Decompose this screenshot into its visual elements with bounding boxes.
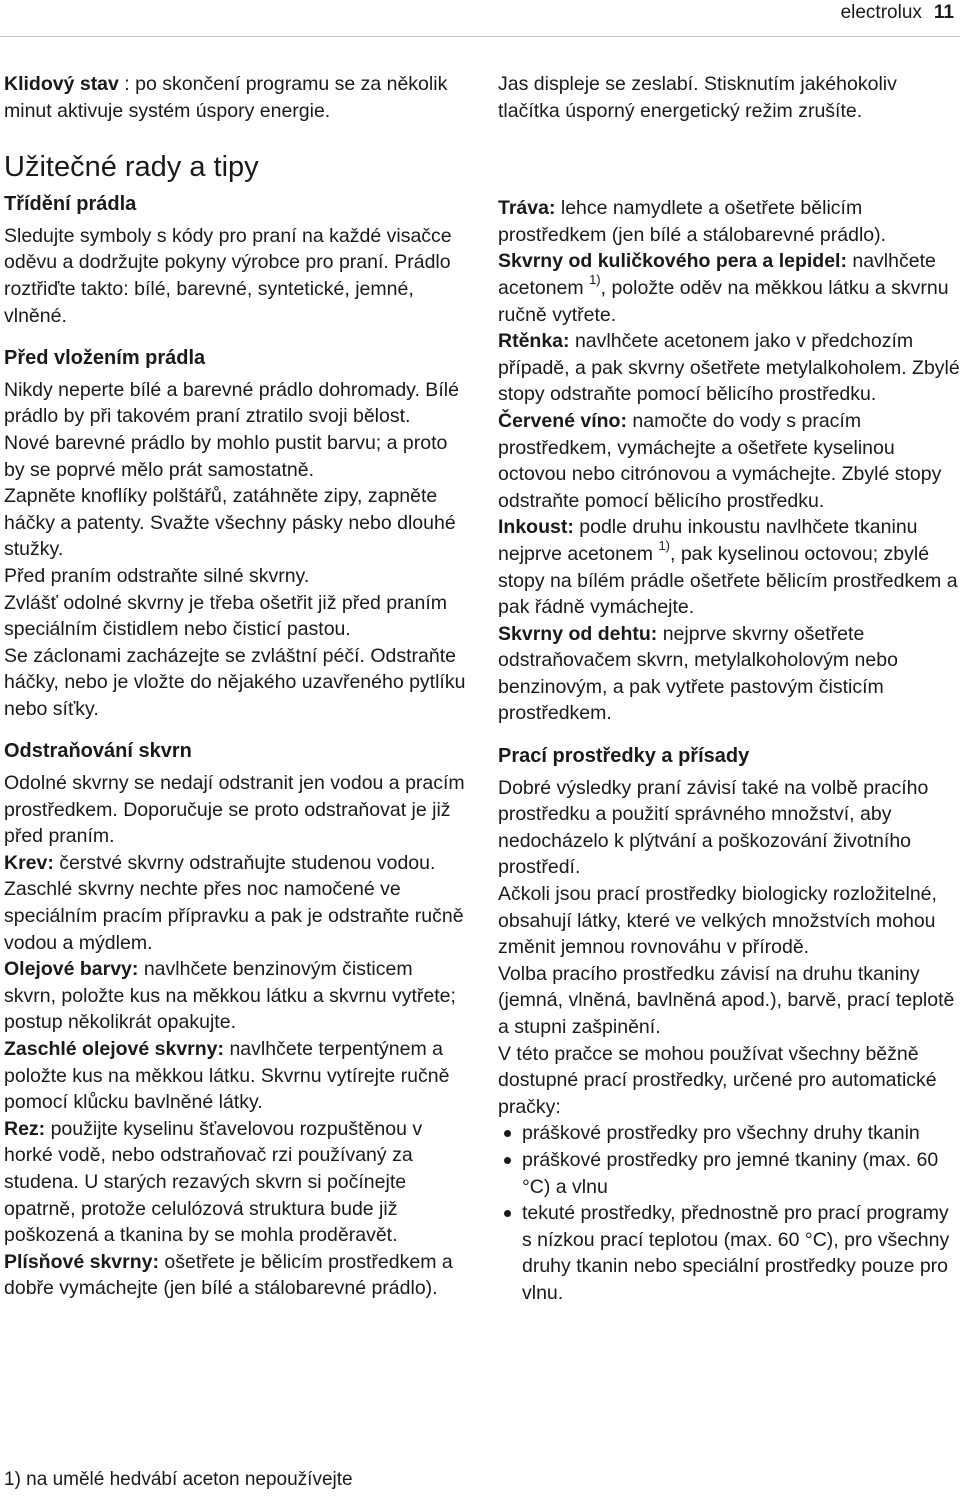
detergent-list xyxy=(498,1120,960,1306)
header-rule xyxy=(0,36,960,37)
stain-oil-paint: Olejové barvy: navlhčete benzinovým čisticem skvrn, položte kus na měkkou látku a skvrnu vytřete; postup několikrát opakujte. xyxy=(4,958,456,1034)
list-item: tekuté prostředky, přednostně pro prací programy s nízkou prací teplotou (max. 60 °C), pro všechny druhy tkanin nebo speciální prostředky pouze pro vlnu. xyxy=(498,1200,960,1306)
brand-name: electrolux xyxy=(840,1,922,23)
stain-tar: Skvrny od dehtu: nejprve skvrny ošetřete odstraňovačem skvrn, metylalkoholovým nebo benzinovým, a pak vytřete pastovým čisticím prostředkem. xyxy=(498,622,898,725)
before-text-4: Před praním odstraňte silné skvrny. xyxy=(4,564,310,587)
before-text-6: Se záclonami zacházejte se zvláštní péčí. Odstraňte háčky, nebo je vložte do nějakého uzavřeného pytlíku nebo síťky. xyxy=(4,644,466,720)
footnote: 1) na umělé hedvábí aceton nepoužívejte xyxy=(4,1469,353,1490)
detergents-text-4: V této pračce se mohou používat všechny běžně dostupné prací prostředky, určené pro automatické pračky: xyxy=(498,1042,937,1118)
stain-rust: Rez: použijte kyselinu šťavelovou rozpuštěnou v horké vodě, nebo odstraňovač rzi používaný za studena. U starých rezavých skvrn si počínejte opatrně, protože celulózová struktura bude již poškozená a tkanina by se mohla proděravět. xyxy=(4,1117,423,1247)
detergents-heading: Prací prostředky a přísady xyxy=(498,745,750,768)
before-heading: Před vložením prádla xyxy=(4,347,206,370)
stain-blood: Krev: čerstvé skvrny odstraňujte studenou vodou. Zaschlé skvrny nechte přes noc namočené ve speciálním pracím přípravku a pak je odstraňte ručně vodou a mýdlem. xyxy=(4,851,464,954)
stain-mould: Plísňové skvrny: ošetřete je bělicím prostředkem a dobře vymáchejte (jen bílé a stálobarevné prádlo). xyxy=(4,1250,453,1300)
idle-mode-text-left: Klidový stav : po skončení programu se za několik minut aktivuje systém úspory energie. xyxy=(4,73,448,122)
left-column xyxy=(4,71,468,1302)
page-header xyxy=(841,0,960,26)
detergents-text-1: Dobré výsledky praní závisí také na volbě pracího prostředku a použití správného množství, aby nedocházelo k plýtvání a poškozování životního prostředí. xyxy=(498,776,929,879)
idle-mode-title: Klidový stav xyxy=(4,73,119,95)
before-text-3: Zapněte knoflíky polštářů, zatáhněte zipy, zapněte háčky a patenty. Svažte všechny pásky nebo dlouhé stužky. xyxy=(4,485,456,561)
sorting-heading: Třídění prádla xyxy=(4,193,137,216)
stain-red-wine: Červené víno: namočte do vody s pracím prostředkem, vymáchejte a ošetřete kyselinou octovou nebo citrónovou a vymáchejte. Zbylé stopy odstraňte pomocí bělicího prostředku. xyxy=(498,409,942,512)
page-number: 11 xyxy=(933,1,954,23)
stain-ink: Inkoust: podle druhu inkoustu navlhčete tkaninu nejprve acetonem $^{1)}$, pak kyselinou octovou; zbylé stopy na bílém prádle ošetřete bělicím prostředkem a pak řádně vymáchejte. xyxy=(498,516,958,619)
right-column xyxy=(498,71,960,1307)
stain-lipstick: Rtěnka: navlhčete acetonem jako v předchozím případě, a pak skvrny ošetřete metylalkoholem. Zbylé stopy odstraňte pomocí bělicího prostředku. xyxy=(498,330,960,406)
detergents-text-2: Ačkoli jsou prací prostředky biologicky rozložitelné, obsahují látky, které ve velkých množstvích mohou změnit jemnou rovnováhu v přírodě. xyxy=(498,883,937,959)
tips-title: Užitečné rady a tipy xyxy=(4,151,259,184)
stains-heading: Odstraňování skvrn xyxy=(4,740,192,763)
before-text-2: Nové barevné prádlo by mohlo pustit barvu; a proto by se poprvé mělo prát samostatně. xyxy=(4,431,448,481)
list-item: práškové prostředky pro jemné tkaniny (max. 60 °C) a vlnu xyxy=(498,1147,960,1200)
before-text-5: Zvlášť odolné skvrny je třeba ošetřit již před praním speciálním čistidlem nebo čisticí pastou. xyxy=(4,591,447,641)
before-text-1: Nikdy neperte bílé a barevné prádlo dohromady. Bílé prádlo by při takovém praní ztratilo svoji bělost. xyxy=(4,378,459,428)
stain-pen-glue: Skvrny od kuličkového pera a lepidel: navlhčete acetonem $^{1)}$, položte oděv na měkkou látku a skvrnu ručně vytřete. xyxy=(498,250,949,326)
stain-grass: Tráva: lehce namydlete a ošetřete bělicím prostředkem (jen bílé a stálobarevné prádlo). xyxy=(498,197,887,246)
stains-intro: Odolné skvrny se nedají odstranit jen vodou a pracím prostředkem. Doporučuje se proto odstraňovat je již před praním. xyxy=(4,772,465,848)
sorting-text: Sledujte symboly s kódy pro praní na každé visačce oděvu a dodržujte pokyny výrobce pro praní. Prádlo roztřiďte takto: bílé, barevné, syntetické, jemné, vlněné. xyxy=(4,224,452,327)
stain-dried-oil: Zaschlé olejové skvrny: navlhčete terpentýnem a položte kus na měkkou látku. Skvrnu vytírejte ručně pomocí klůcku bavlněné látky. xyxy=(4,1038,450,1114)
detergents-text-3: Volba pracího prostředku závisí na druhu tkaniny (jemná, vlněná, bavlněná apod.), barvě, prací teplotě a stupni zašpinění. xyxy=(498,962,955,1038)
idle-mode-text-right: Jas displeje se zeslabí. Stisknutím jakéhokoliv tlačítka úsporný energetický režim zrušíte. xyxy=(498,73,897,122)
stains-continued xyxy=(498,195,960,727)
list-item: práškové prostředky pro všechny druhy tkanin xyxy=(498,1120,960,1147)
